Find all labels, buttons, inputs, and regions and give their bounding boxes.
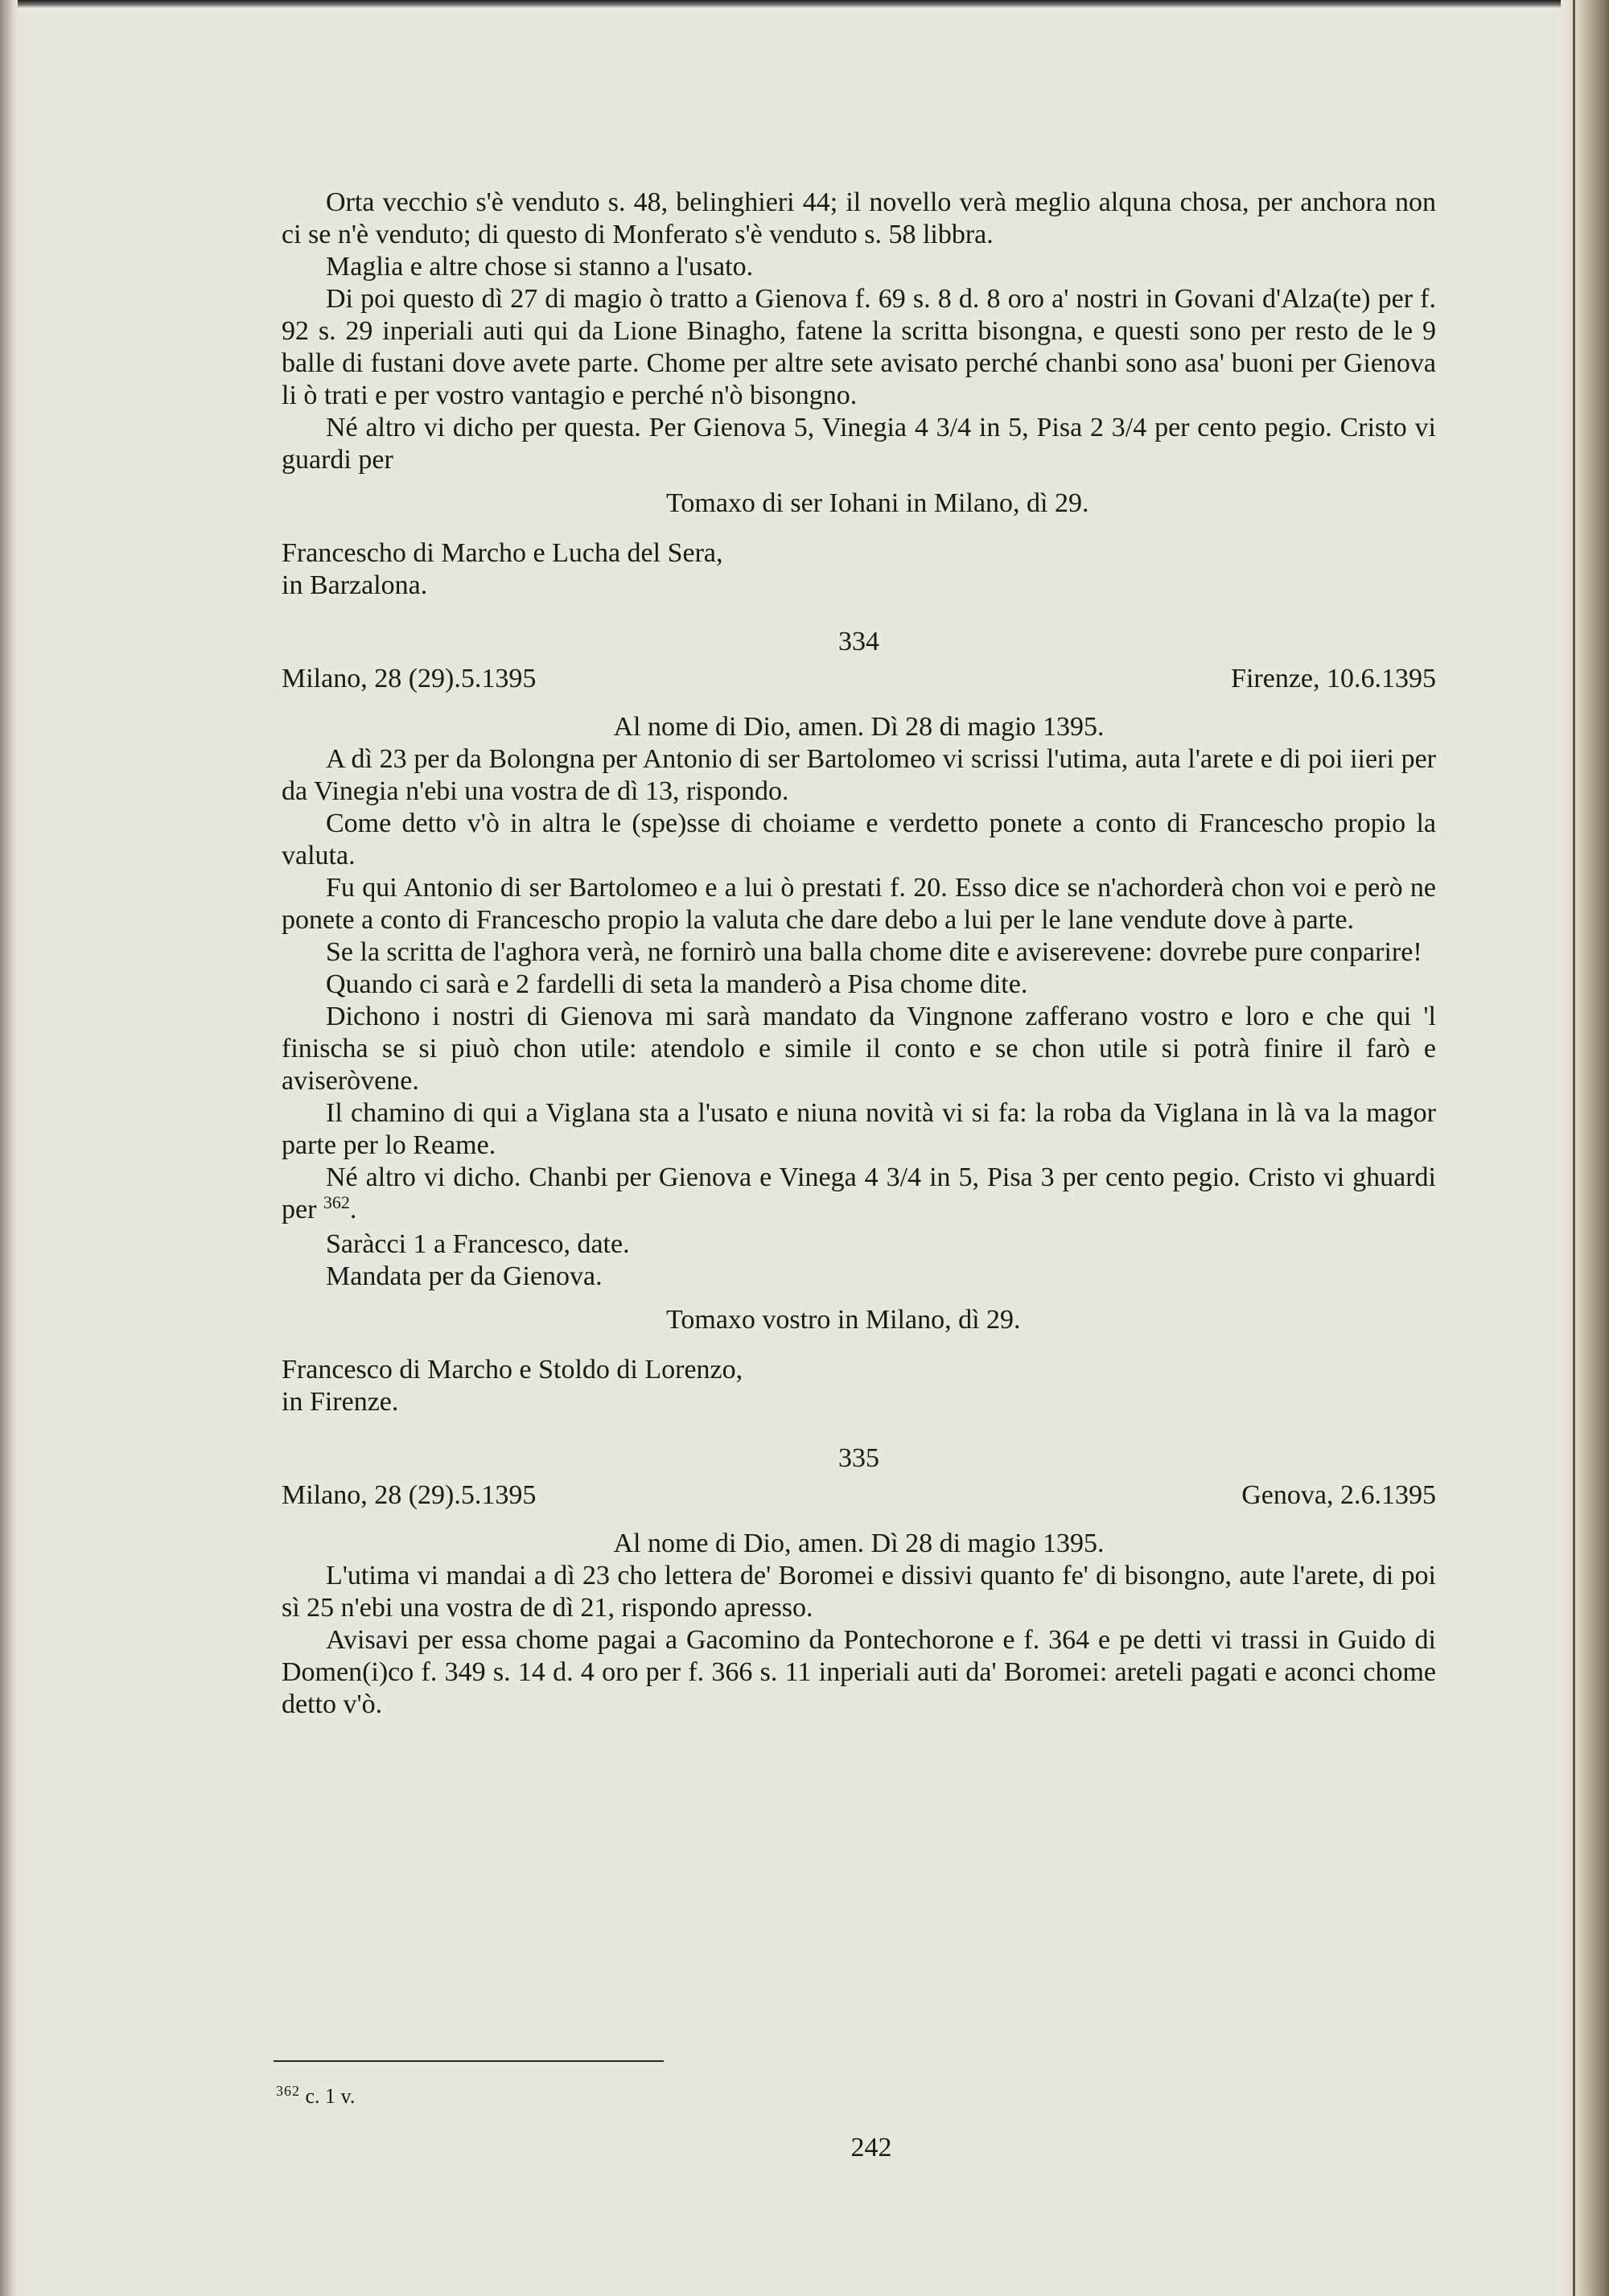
place-date-from: Milano, 28 (29).5.1395 <box>282 664 537 693</box>
dateline-335 <box>282 1479 1436 1512</box>
letter-paragraph: Quando ci sarà e 2 fardelli di seta la manderò a Pisa chome dite. <box>326 969 1028 999</box>
letter-heading-334: Al nome di Dio, amen. Dì 28 di magio 1395. <box>613 712 1105 742</box>
letter-paragraph: Se la scritta de l'aghora verà, ne fornirò una balla chome dite e aviserevene: dovrebe pure conparire! <box>326 937 1422 967</box>
page-number: 242 <box>850 2133 892 2162</box>
letter-number-335: 335 <box>838 1443 879 1473</box>
letter-paragraph: A dì 23 per da Bolongna per Antonio di ser Bartolomeo vi scrissi l'utima, auta l'arete e di poi iieri per da Vinegia n'ebi una vostra de dì 13, rispondo. <box>282 744 1436 806</box>
signature-334: Tomaxo vostro in Milano, dì 29. <box>666 1305 1021 1335</box>
signature-prev: Tomaxo di ser Iohani in Milano, dì 29. <box>666 488 1089 518</box>
gutter-line <box>1573 0 1575 2296</box>
letter-paragraph: Fu qui Antonio di ser Bartolomeo e a lui ò prestati f. 20. Esso dice se n'achorderà chon voi e però ne ponete a conto di Francescho propio la valuta che dare debo a lui per le lane vendute dove à parte. <box>282 873 1436 935</box>
book-gutter <box>1561 0 1609 2296</box>
place-date-to: Firenze, 10.6.1395 <box>1231 664 1436 693</box>
page-left-edge <box>0 0 18 2296</box>
addressee-334-line1: Francesco di Marcho e Stoldo di Lorenzo, <box>282 1355 743 1385</box>
place-date-to: Genova, 2.6.1395 <box>1241 1480 1436 1510</box>
footnote-ref: 362 <box>323 1192 350 1212</box>
addressee-334-line2: in Firenze. <box>282 1387 399 1417</box>
letter-paragraph: Come detto v'ò in altra le (spe)sse di choiame e verdetto ponete a conto di Francescho propio la valuta. <box>282 809 1436 870</box>
footnote <box>276 2084 355 2111</box>
intro-paragraph: Orta vecchio s'è venduto s. 48, belinghieri 44; il novello verà meglio alquna chosa, per anchora non ci se n'è venduto; di questo di Monferato s'è venduto s. 58 libbra. <box>282 187 1436 249</box>
addressee-prev-line1: Francescho di Marcho e Lucha del Sera, <box>282 538 723 568</box>
letter-paragraph: Saràcci 1 a Francesco, date. <box>326 1229 630 1259</box>
place-date-from: Milano, 28 (29).5.1395 <box>282 1480 537 1510</box>
footnote-number: 362 <box>276 2083 300 2099</box>
paragraph-text: Né altro vi dicho. Chanbi per Gienova e Vinega 4 3/4 in 5, Pisa 3 per cento pegio. Cristo vi ghuardi per <box>282 1162 1436 1224</box>
letter-paragraph: Mandata per da Gienova. <box>326 1261 603 1291</box>
intro-paragraph: Né altro vi dicho per questa. Per Gienova 5, Vinegia 4 3/4 in 5, Pisa 2 3/4 per cento pegio. Cristo vi guardi per <box>282 413 1436 475</box>
intro-paragraph: Di poi questo dì 27 di magio ò tratto a Gienova f. 69 s. 8 d. 8 oro a' nostri in Govani d'Alza(te) per f. 92 s. 29 inperiali auti qui da Lione Binagho, fatene la scritta bisongna, e questi sono per resto de le 9 balle di fustani dove avete parte. Chome per altre sete avisato perché chanbi sono asa' buoni per Gienova li ò trati e per vostro vantagio e perché n'ò bisongno. <box>282 284 1436 410</box>
addressee-prev-line2: in Barzalona. <box>282 570 428 600</box>
intro-paragraph: Maglia e altre chose si stanno a l'usato. <box>326 252 754 282</box>
footnote-divider <box>274 2060 664 2062</box>
letter-paragraph: Né altro vi dicho. Chanbi per Gienova e Vinega 4 3/4 in 5, Pisa 3 per cento pegio. Cristo vi ghuardi per $^{362}$. <box>282 1162 1436 1224</box>
page-body <box>282 187 1436 1721</box>
letter-paragraph: L'utima vi mandai a dì 23 cho lettera de' Boromei e dissivi quanto fe' di bisongno, aute l'arete, di poi sì 25 n'ebi una vostra de dì 21, rispondo apresso. <box>282 1561 1436 1623</box>
page-top-edge <box>0 0 1609 8</box>
letter-heading-335: Al nome di Dio, amen. Dì 28 di magio 1395. <box>613 1529 1105 1558</box>
letter-number-334: 334 <box>838 627 879 656</box>
letter-paragraph: Dichono i nostri di Gienova mi sarà mandato da Vingnone zafferano vostro e loro e che qui 'l finischa se si piuò chon utile: atendolo e simile il conto e se chon utile si potrà finire il farò e aviseròvene. <box>282 1002 1436 1096</box>
dateline-334 <box>282 663 1436 695</box>
letter-paragraph: Avisavi per essa chome pagai a Gacomino da Pontechorone e f. 364 e pe detti vi trassi in Guido di Domen(i)co f. 349 s. 14 d. 4 oro per f. 366 s. 11 inperiali auti da' Boromei: areteli pagati e aconci chome detto v'ò. <box>282 1625 1436 1719</box>
footnote-text: c. 1 v. <box>305 2084 356 2108</box>
letter-paragraph: Il chamino di qui a Viglana sta a l'usato e niuna novità vi si fa: la roba da Viglana in là va la magor parte per lo Reame. <box>282 1098 1436 1160</box>
